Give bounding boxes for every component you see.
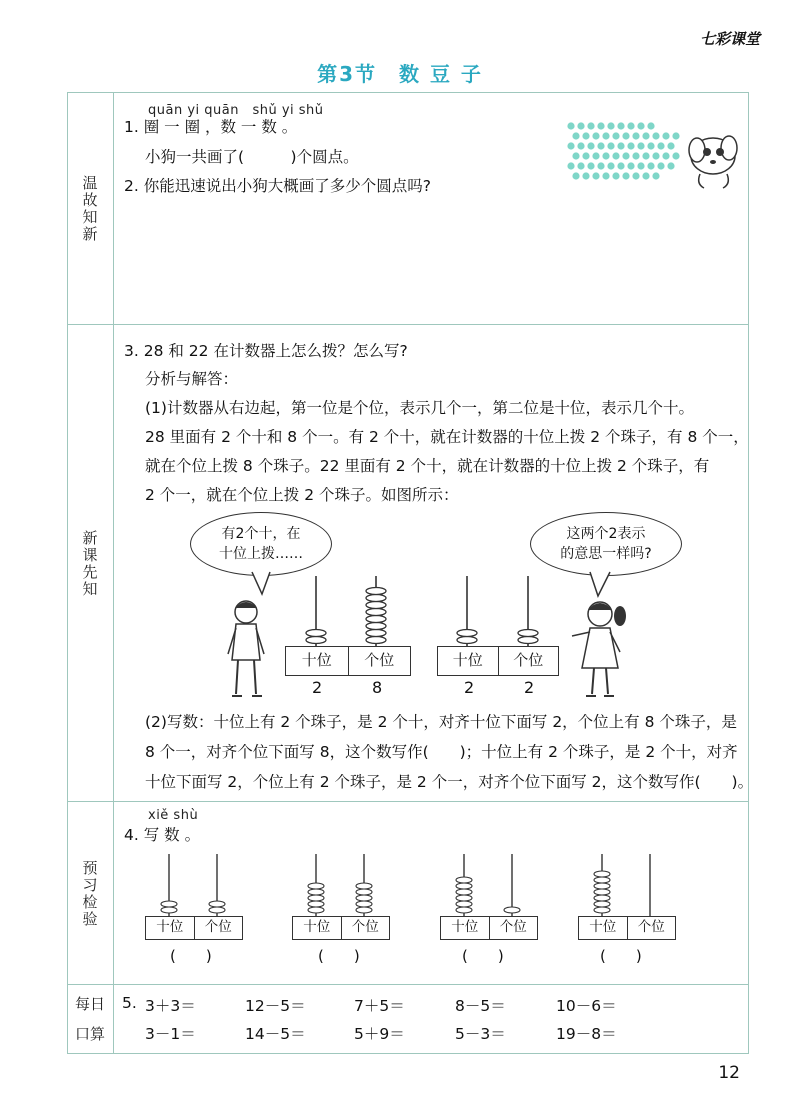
answer-blank[interactable]: ( ) xyxy=(170,947,212,965)
ones-label: 个位 xyxy=(341,917,390,939)
abacus-digit: 8 xyxy=(372,678,383,697)
abacus-bead xyxy=(356,889,372,895)
abacus-bead xyxy=(308,895,324,901)
abacus-bead xyxy=(308,907,324,913)
abacus-bead xyxy=(594,883,610,889)
abacus-bead xyxy=(308,883,324,889)
section-label-review: 温故知新 xyxy=(80,174,99,243)
calc-item: 10－6＝ xyxy=(556,997,617,1015)
abacus-bead xyxy=(456,877,472,883)
abacus-bead xyxy=(356,901,372,907)
q4-pinyin: xiě shù xyxy=(148,808,199,823)
q3-part2-line: 十位下面写 2，个位上有 2 个珠子，是 2 个一，对齐个位下面写 2，这个数写作( )。 xyxy=(145,773,754,791)
abacus-bead xyxy=(161,907,177,913)
q3-line: 就在个位上拨 8 个珠子。22 里面有 2 个十，就在计数器的十位上拨 2 个珠子，有 xyxy=(145,457,710,475)
section-label-preview: 新课先知 xyxy=(80,529,99,598)
tens-label: 十位 xyxy=(451,919,479,935)
abacus-bead xyxy=(594,877,610,883)
q1-title: 1. 圈 一 圈 ，数 一 数 。 xyxy=(124,118,298,136)
abacus-bead xyxy=(456,895,472,901)
section-divider xyxy=(67,984,749,985)
abacus-bead xyxy=(594,901,610,907)
answer-blank[interactable]: ( ) xyxy=(318,947,360,965)
q4-title: 4. 写 数 。 xyxy=(124,826,201,844)
abacus-digit: 2 xyxy=(524,678,535,697)
page-title: 第3节 数 豆 子 xyxy=(317,62,483,86)
ones-label: 个位 xyxy=(498,647,559,675)
q3-line: 28 里面有 2 个十和 8 个一。有 2 个十，就在计数器的十位上拨 2 个珠子，有 8 个一， xyxy=(145,428,749,446)
calc-item: 5＋9＝ xyxy=(354,1025,405,1043)
section-label-check: 预习检验 xyxy=(80,859,99,928)
abacus-bead xyxy=(209,907,225,913)
calc-item: 7＋5＝ xyxy=(354,997,405,1015)
calc-item: 3－1＝ xyxy=(145,1025,196,1043)
tens-label: 十位 xyxy=(452,651,483,669)
abacus-bead xyxy=(308,901,324,907)
answer-blank[interactable]: ( ) xyxy=(600,947,642,965)
abacus-bead xyxy=(356,883,372,889)
q1-text: 小狗一共画了( )个圆点。 xyxy=(145,148,359,166)
abacus-bead xyxy=(456,889,472,895)
abacus-bead xyxy=(308,889,324,895)
abacus-bead xyxy=(161,901,177,907)
q5-label: 5. xyxy=(122,994,137,1012)
abacus-digit: 2 xyxy=(464,678,475,697)
section-label-daily-1: 每日 xyxy=(74,995,105,1013)
calc-item: 12－5＝ xyxy=(245,997,306,1015)
calc-item: 3＋3＝ xyxy=(145,997,196,1015)
exercise-abacus-labels xyxy=(292,916,390,940)
ones-label: 个位 xyxy=(627,917,676,939)
calc-item: 5－3＝ xyxy=(455,1025,506,1043)
ones-label: 个位 xyxy=(348,647,411,675)
tens-label: 十位 xyxy=(589,919,617,935)
q3-part2-line: (2)写数：十位上有 2 个珠子，是 2 个十，对齐十位下面写 2，个位上有 8 个珠子，是 xyxy=(145,713,737,731)
ones-label: 个位 xyxy=(194,917,243,939)
abacus-bead xyxy=(594,889,610,895)
q3-part2-line: 8 个一，对齐个位下面写 8，这个数写作( )；十位上有 2 个珠子，是 2 个十，对齐 xyxy=(145,743,738,761)
exercise-abacus-labels xyxy=(578,916,676,940)
brand-logo: 七彩课堂 xyxy=(699,30,760,48)
q1-pinyin: quān yi quān shǔ yi shǔ xyxy=(148,103,324,118)
abacus-bead xyxy=(456,883,472,889)
q3-line: 2 个一，就在个位上拨 2 个珠子。如图所示： xyxy=(145,486,459,504)
ones-label: 个位 xyxy=(489,917,538,939)
speech-bubble-girl: 这两个2表示 的意思一样吗? xyxy=(530,512,682,576)
page-number: 12 xyxy=(718,1063,740,1083)
calc-item: 19－8＝ xyxy=(556,1025,617,1043)
abacus-bead xyxy=(594,907,610,913)
abacus-bead xyxy=(594,871,610,877)
abacus-bead xyxy=(594,895,610,901)
abacus-bead xyxy=(356,895,372,901)
abacus-bead xyxy=(456,907,472,913)
tens-label: 十位 xyxy=(156,919,184,935)
abacus-bead xyxy=(356,907,372,913)
abacus-digit: 2 xyxy=(312,678,323,697)
abacus-bead xyxy=(209,901,225,907)
calc-item: 14－5＝ xyxy=(245,1025,306,1043)
speech-bubble-boy: 有2个十，在 十位上拨…… xyxy=(190,512,332,576)
q3-title: 3. 28 和 22 在计数器上怎么拨？怎么写? xyxy=(124,342,408,360)
exercise-abacus-labels xyxy=(440,916,538,940)
tens-label: 十位 xyxy=(303,919,331,935)
abacus-bead xyxy=(456,901,472,907)
section-label-daily-2: 口算 xyxy=(74,1025,105,1043)
calc-item: 8－5＝ xyxy=(455,997,506,1015)
exercise-abacus-labels xyxy=(145,916,243,940)
q2-text: 2. 你能迅速说出小狗大概画了多少个圆点吗? xyxy=(124,177,431,195)
tens-label: 十位 xyxy=(301,651,332,669)
abacus-bead xyxy=(504,907,520,913)
answer-blank[interactable]: ( ) xyxy=(462,947,504,965)
q3-analysis-label: 分析与解答： xyxy=(145,370,239,388)
q3-line: (1)计数器从右边起，第一位是个位，表示几个一，第二位是十位，表示几个十。 xyxy=(145,399,694,417)
